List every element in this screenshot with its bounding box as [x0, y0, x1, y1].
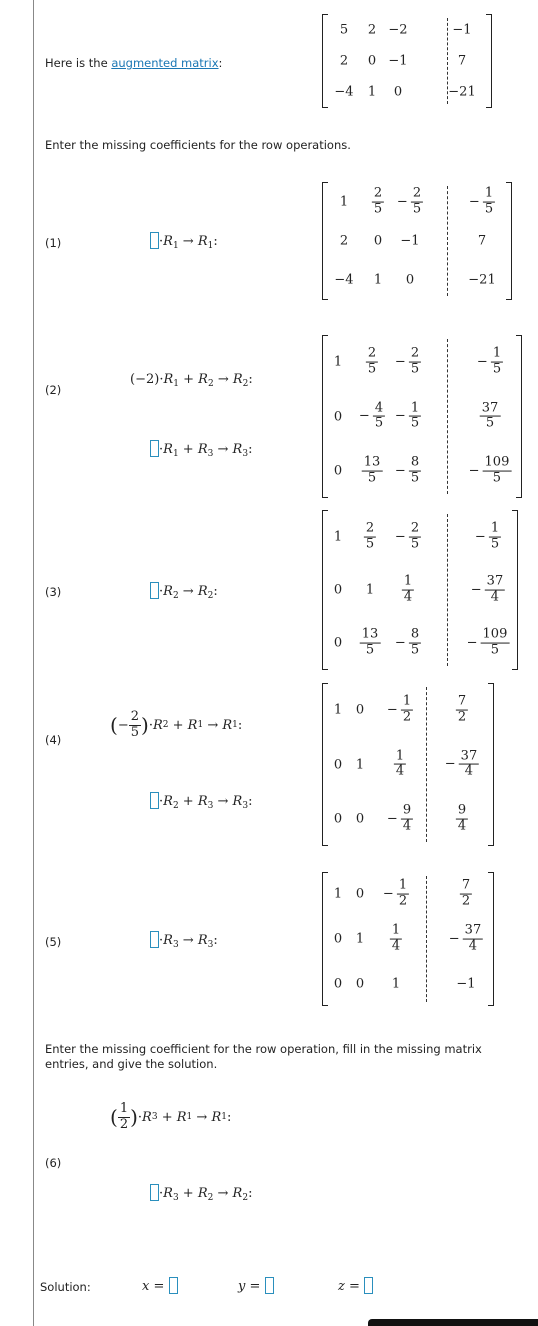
step-2-matrix — [322, 335, 522, 498]
m1-entry-r3c1: −4 — [334, 272, 354, 288]
step-5-coefficient-input[interactable] — [150, 931, 159, 948]
m4-entry-r1c3: − $\frac{1}{2}$ — [386, 693, 412, 725]
m5-entry-r3c3: 1 — [391, 976, 401, 992]
matrix-left-bracket — [322, 683, 328, 846]
step-6-coef-denominator: 2 — [119, 1116, 129, 1132]
m2-entry-r3c4: − $\frac{109}{5}$ — [468, 454, 510, 486]
matrix-left-bracket — [322, 872, 328, 1006]
m3-entry-r2c3: $\frac{1}{4}$ — [403, 573, 413, 605]
step-6-coef-numerator: 1 — [119, 1101, 129, 1116]
m1-entry-r3c3: 0 — [405, 272, 415, 288]
m1-entry-r2c1: 2 — [339, 233, 349, 249]
m2-entry-r2c1: 0 — [333, 409, 343, 424]
augment-separator — [447, 514, 448, 666]
step-1-operation: $\cdot R_1 \to R_1$: — [150, 232, 218, 251]
m3-entry-r2c1: 0 — [333, 582, 343, 598]
step-4-matrix — [322, 683, 494, 846]
m0-entry-r3c4: −21 — [448, 84, 476, 100]
step-4-label: (4) — [45, 733, 62, 747]
m5-entry-r1c1: 1 — [333, 886, 343, 902]
m0-entry-r2c2: 0 — [367, 53, 377, 69]
m5-entry-r2c3: $\frac{1}{4}$ — [391, 922, 401, 954]
step-1-matrix — [322, 182, 512, 300]
m0-entry-r3c1: −4 — [334, 84, 354, 100]
m3-entry-r3c1: 0 — [333, 635, 343, 651]
augment-separator — [447, 186, 448, 296]
m4-entry-r2c1: 0 — [333, 757, 343, 772]
matrix-left-bracket — [322, 182, 328, 300]
m4-entry-r3c4: $\frac{9}{4}$ — [457, 802, 467, 834]
step-4-coef-denominator: 5 — [130, 724, 139, 740]
augment-separator — [447, 339, 448, 494]
m4-entry-r2c3: $\frac{1}{4}$ — [395, 748, 405, 779]
m0-entry-r1c1: 5 — [339, 22, 349, 38]
m3-entry-r1c4: − $\frac{1}{5}$ — [474, 520, 500, 552]
m3-entry-r1c2: $\frac{2}{5}$ — [365, 520, 375, 552]
m0-entry-r2c3: −1 — [388, 53, 408, 69]
z-input[interactable] — [364, 1277, 373, 1294]
m5-entry-r3c4: −1 — [456, 976, 476, 992]
step-4-coef-numerator: 2 — [130, 709, 139, 724]
m3-entry-r3c2: $\frac{13}{5}$ — [361, 626, 379, 658]
solution-y: y = — [238, 1277, 274, 1294]
step-2-operation-2: $\cdot R_1 + R_3 \to R_3$: — [150, 440, 252, 459]
m5-entry-r1c4: $\frac{7}{2}$ — [461, 877, 471, 909]
m3-entry-r2c2: 1 — [365, 582, 375, 598]
step-6-operation-2: $\cdot R_3 + R_2 \to R_2$: — [150, 1184, 252, 1203]
m2-entry-r1c1: 1 — [333, 354, 343, 370]
intro-text — [45, 56, 222, 70]
solution-label: Solution: — [40, 1280, 91, 1294]
step-2-operation-1: $(-2)\cdot R_1 + R_2 \to R_2$: — [130, 372, 253, 389]
home-indicator — [368, 1319, 538, 1326]
x-variable: x — [142, 1279, 150, 1294]
step-5-matrix — [322, 872, 494, 1006]
m5-entry-r1c2: 0 — [355, 886, 365, 902]
y-variable: y — [238, 1279, 246, 1294]
matrix-right-bracket — [486, 14, 492, 108]
m1-entry-r3c2: 1 — [373, 272, 383, 288]
y-input[interactable] — [265, 1277, 274, 1294]
solution-x: x = — [142, 1277, 178, 1294]
m2-entry-r2c3: − $\frac{1}{5}$ — [394, 400, 420, 431]
matrix-right-bracket — [488, 872, 494, 1006]
m0-entry-r3c3: 0 — [393, 84, 403, 100]
m1-entry-r1c2: $\frac{2}{5}$ — [373, 185, 383, 217]
m4-entry-r2c2: 1 — [355, 757, 365, 772]
m4-entry-r3c3: − $\frac{9}{4}$ — [386, 802, 412, 834]
step-4-operation-1: ( − $\frac{2}{5}$ ) · R 2 + R 1 → R 1 : — [110, 709, 243, 740]
m3-entry-r3c4: − $\frac{109}{5}$ — [466, 626, 508, 658]
step-2-coefficient-input[interactable] — [150, 440, 159, 457]
m5-entry-r2c4: − $\frac{37}{4}$ — [448, 922, 482, 954]
step-2-coefficient-1: (−2) — [130, 372, 160, 387]
step-4-coefficient-input[interactable] — [150, 792, 159, 809]
step-5-operation: $\cdot R_3 \to R_3$: — [150, 931, 218, 950]
m4-entry-r2c4: − $\frac{37}{4}$ — [444, 748, 478, 779]
step-3-coefficient-input[interactable] — [150, 582, 159, 599]
m0-entry-r2c1: 2 — [339, 53, 349, 69]
x-input[interactable] — [169, 1277, 178, 1294]
m1-entry-r2c2: 0 — [373, 233, 383, 249]
step-6-label: (6) — [45, 1156, 62, 1170]
m0-entry-r1c2: 2 — [367, 22, 377, 38]
step-1-label: (1) — [45, 236, 62, 250]
m1-entry-r3c4: −21 — [468, 272, 496, 288]
matrix-left-bracket — [322, 335, 328, 498]
m4-entry-r1c4: $\frac{7}{2}$ — [457, 693, 467, 725]
step-3-operation: $\cdot R_2 \to R_2$: — [150, 582, 218, 601]
matrix-right-bracket — [516, 335, 522, 498]
z-variable: z — [338, 1279, 345, 1294]
augmented-matrix — [322, 14, 492, 108]
m2-entry-r3c3: − $\frac{8}{5}$ — [394, 454, 420, 486]
m1-entry-r2c4: 7 — [477, 233, 487, 249]
m0-entry-r3c2: 1 — [367, 84, 377, 100]
step-3-matrix — [322, 510, 518, 670]
m1-entry-r1c3: − $\frac{2}{5}$ — [396, 185, 422, 217]
step-1-coefficient-input[interactable] — [150, 232, 159, 249]
augment-separator — [426, 876, 427, 1002]
m4-entry-r3c2: 0 — [355, 811, 365, 827]
m5-entry-r2c1: 0 — [333, 931, 343, 947]
m2-entry-r3c2: $\frac{13}{5}$ — [363, 454, 381, 486]
m2-entry-r2c2: − $\frac{4}{5}$ — [358, 400, 384, 431]
instructions-row-ops: Enter the missing coefficients for the row operations. — [45, 138, 351, 152]
m2-entry-r1c4: − $\frac{1}{5}$ — [476, 345, 502, 377]
m3-entry-r1c1: 1 — [333, 529, 343, 545]
m2-entry-r3c1: 0 — [333, 463, 343, 479]
augment-separator — [426, 687, 427, 842]
m5-entry-r3c2: 0 — [355, 976, 365, 992]
m0-entry-r1c3: −2 — [388, 22, 408, 38]
m0-entry-r2c4: 7 — [457, 53, 467, 69]
m3-entry-r3c3: − $\frac{8}{5}$ — [394, 626, 420, 658]
step-6-coefficient-input[interactable] — [150, 1184, 159, 1201]
solution-z: z = — [338, 1277, 373, 1294]
matrix-right-bracket — [506, 182, 512, 300]
m1-entry-r1c1: 1 — [339, 194, 349, 210]
matrix-left-bracket — [322, 14, 328, 108]
m2-entry-r1c3: − $\frac{2}{5}$ — [394, 345, 420, 377]
intro-suffix: : — [218, 56, 223, 70]
intro-prefix: Here is the — [45, 56, 112, 70]
step-5-label: (5) — [45, 935, 62, 949]
augmented-matrix-link[interactable]: augmented matrix — [111, 56, 219, 70]
m3-entry-r2c4: − $\frac{37}{4}$ — [470, 573, 504, 605]
m4-entry-r3c1: 0 — [333, 811, 343, 827]
m1-entry-r1c4: − $\frac{1}{5}$ — [468, 185, 494, 217]
step-6-operation-1: ( $\frac{1}{2}$ ) · R 3 + R 1 → R 1 : — [110, 1101, 232, 1132]
matrix-left-bracket — [322, 510, 328, 670]
m4-entry-r1c2: 0 — [355, 702, 365, 718]
m5-entry-r1c3: − $\frac{1}{2}$ — [382, 877, 408, 909]
step-4-operation-2: $\cdot R_2 + R_3 \to R_3$: — [150, 792, 252, 811]
step-3-label: (3) — [45, 585, 62, 599]
matrix-right-bracket — [512, 510, 518, 670]
instructions-final: Enter the missing coefficient for the row operation, fill in the missing matrix entries, and give the solution. — [45, 1042, 482, 1071]
m5-entry-r3c1: 0 — [333, 976, 343, 992]
matrix-right-bracket — [488, 683, 494, 846]
m4-entry-r1c1: 1 — [333, 702, 343, 718]
m2-entry-r2c4: $\frac{37}{5}$ — [481, 400, 499, 431]
m0-entry-r1c4: −1 — [452, 22, 472, 38]
step-2-label: (2) — [45, 383, 62, 397]
m5-entry-r2c2: 1 — [355, 931, 365, 947]
m1-entry-r2c3: −1 — [400, 233, 420, 249]
m2-entry-r1c2: $\frac{2}{5}$ — [367, 345, 377, 377]
m3-entry-r1c3: − $\frac{2}{5}$ — [394, 520, 420, 552]
